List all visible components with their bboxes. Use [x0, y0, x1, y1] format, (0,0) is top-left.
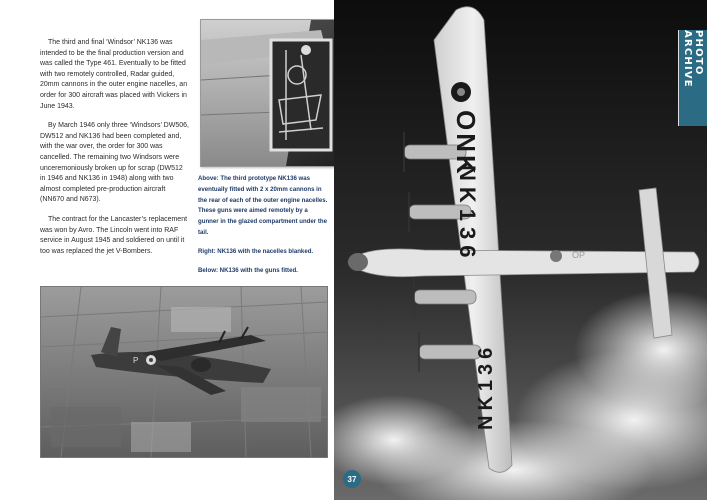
side-code-label: P [133, 356, 139, 365]
caption-below: Below: NK136 with the guns fitted. [198, 266, 298, 274]
section-tab [678, 30, 707, 126]
page-number: 37 [343, 470, 361, 488]
tail-code-label: OP [572, 250, 586, 260]
wing-serial-lower: NK136 [475, 342, 497, 430]
article-paragraph-3: The contract for the Lancaster’s replacement was won by Avro. The Lincoln went into RAF service in August 1945 and soldiered on until it too was replaced the jet V-Bombers. [40, 215, 188, 255]
caption-above: Above: The third prototype NK136 was eventually fitted with 2 x 20mm cannons in the rear of each of the outer engine nacelles. These guns were aimed remotely by a gunner in the glazed compartment under the tail. [198, 175, 328, 236]
photo-captions [198, 174, 330, 284]
article-body [40, 38, 190, 266]
photo-aircraft-over-fields [40, 286, 328, 458]
section-tab-label: PHOTO ARCHIVE [682, 30, 704, 88]
article-paragraph-2: By March 1946 only three ‘Windsors’ DW506, DW512 and NK136 had been completed and, with the war over, the order for 300 was cancelled. The remaining two Windsors were unceremoniously broken up for scrap (DW512 in 1946 and NK136 in 1948) along with two almost completed pre-production aircraft (NN670 and N673). [40, 122, 189, 204]
right-page [334, 0, 707, 500]
wing-code-upper: ONK [451, 110, 481, 177]
photo-aircraft-underside [334, 0, 707, 500]
wing-serial-upper: NK136 [455, 165, 480, 264]
article-paragraph-1: The third and final ‘Windsor’ NK136 was intended to be the final production version and was called the Type 461. Eventually to be fitted with two remotely controlled, Radar guided, 20mm cannons in the outer engine nacelles, an order for 300 aircraft was placed with Vickers in June 1943. [40, 39, 188, 110]
caption-right: Right: NK136 with the nacelles blanked. [198, 247, 314, 255]
left-page [0, 0, 334, 500]
